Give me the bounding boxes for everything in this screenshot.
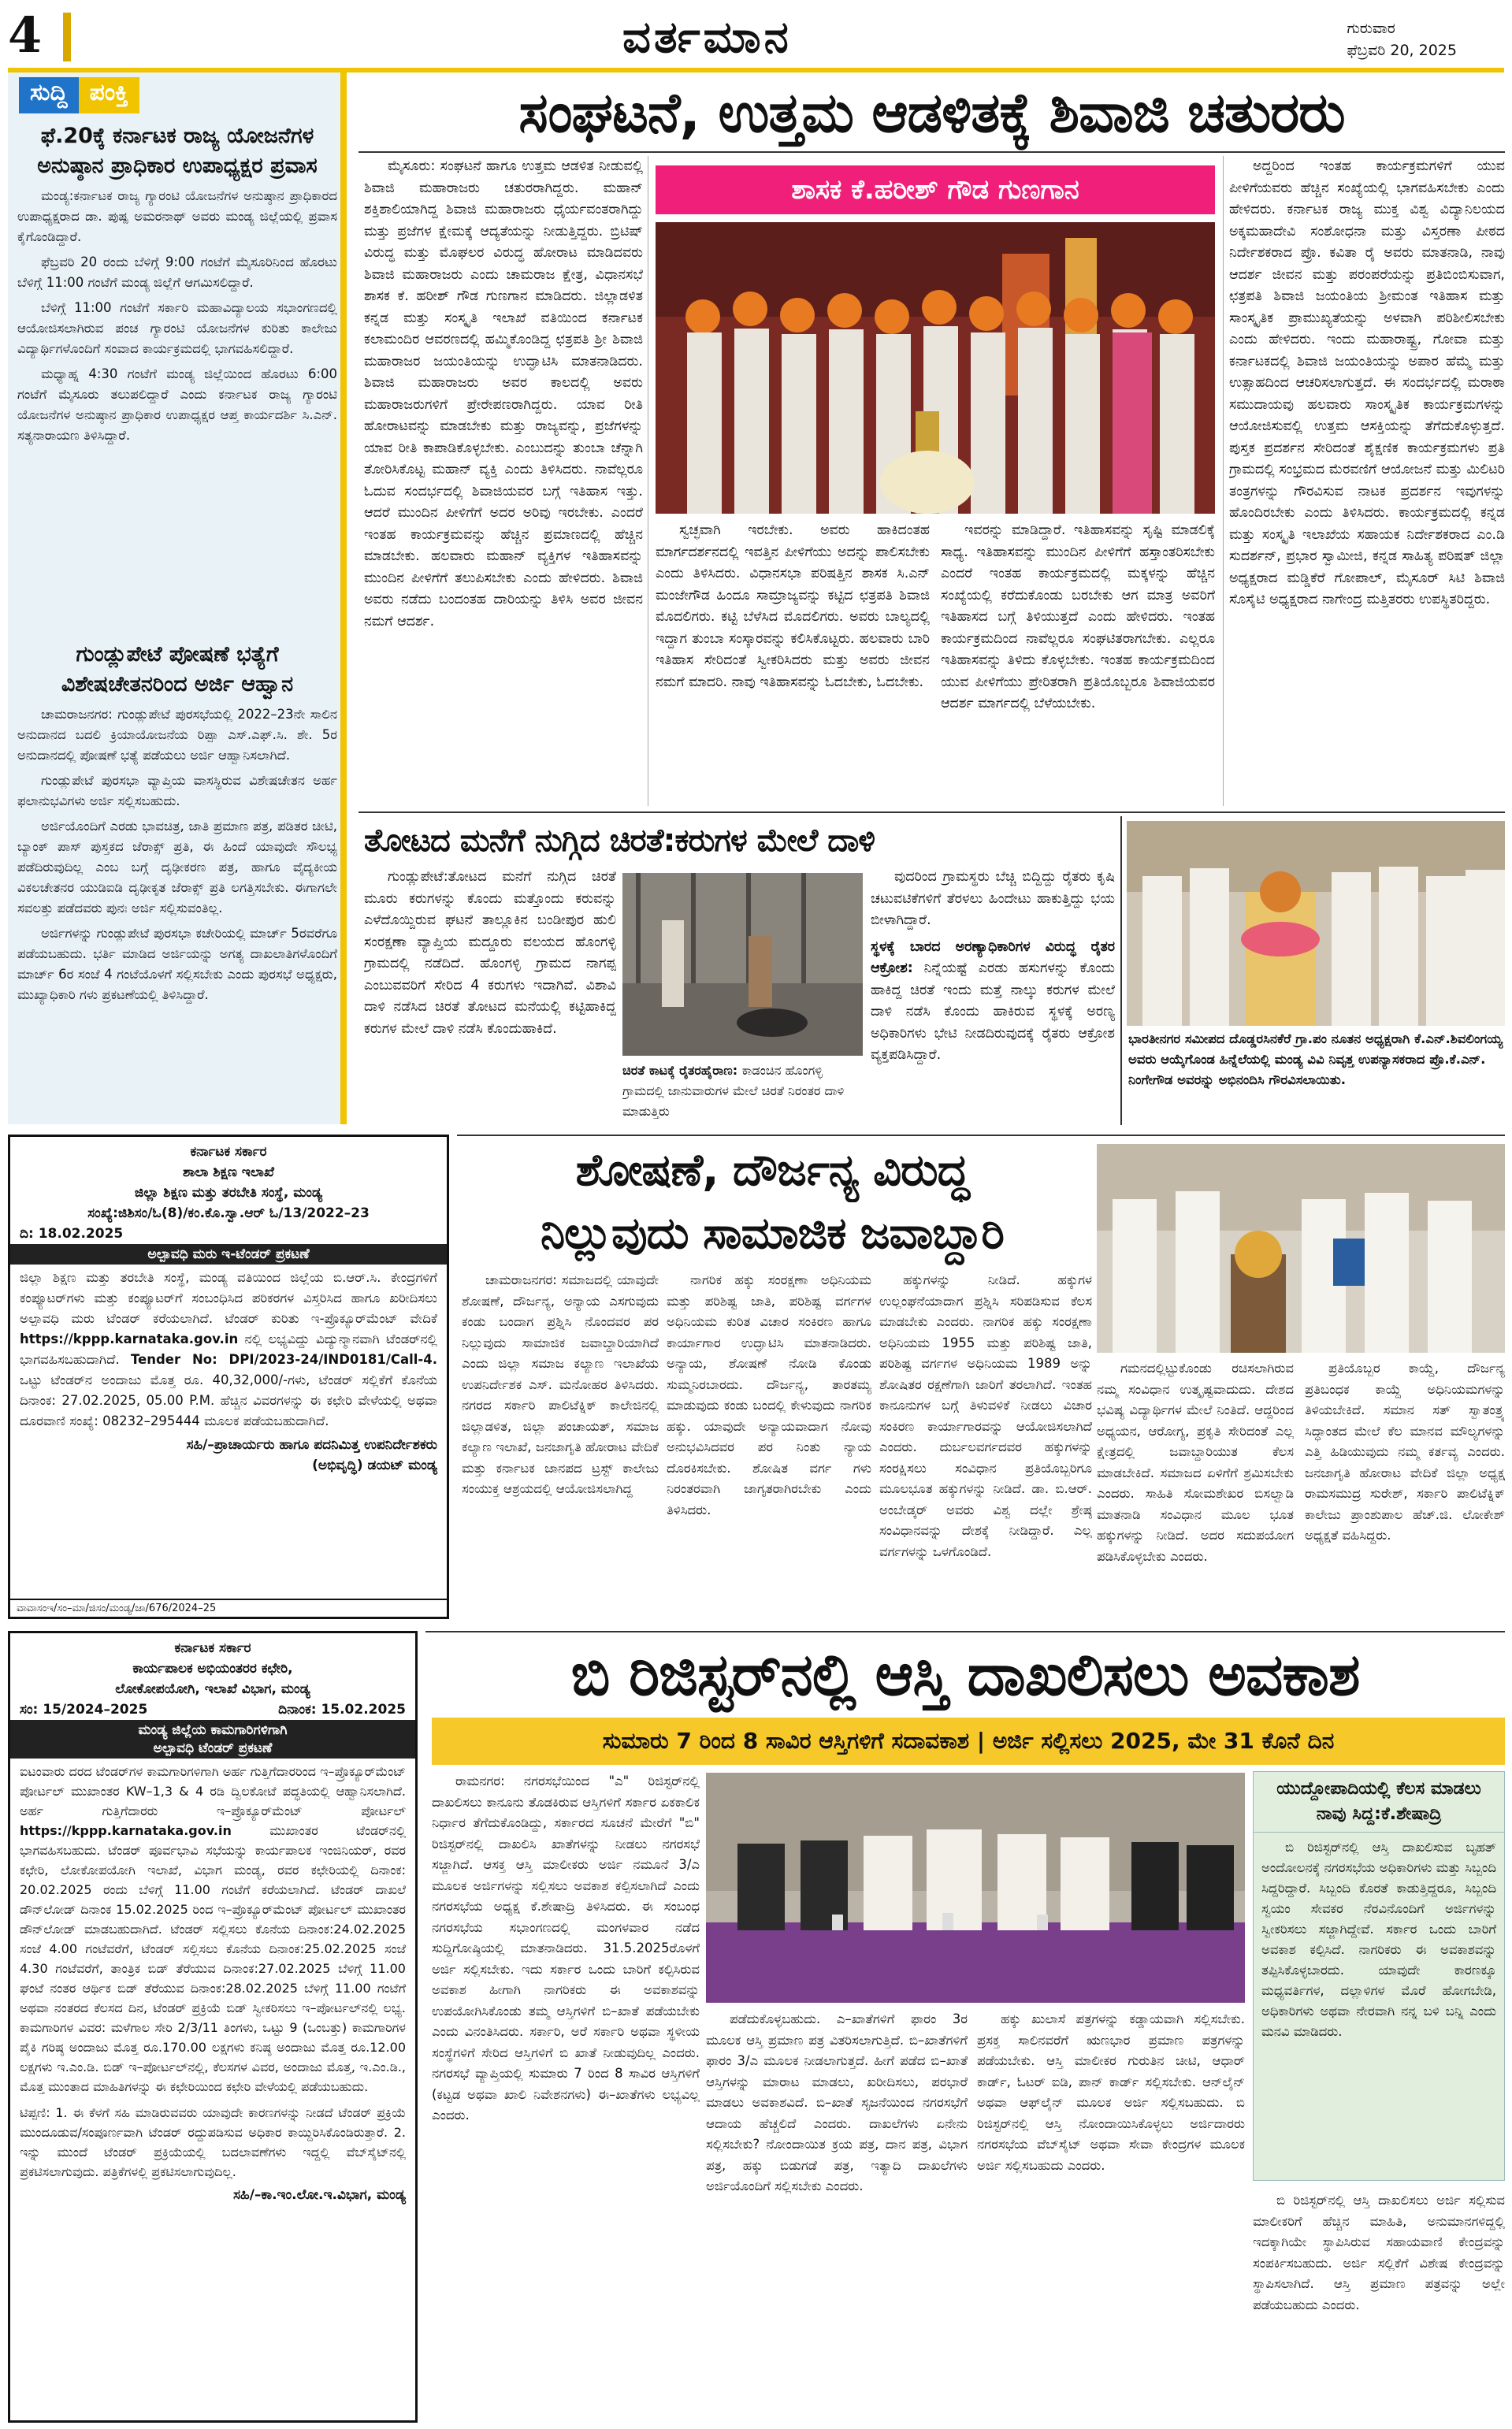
cattle-shed-photo [622,873,863,1056]
page-number-bar [63,13,71,61]
brief-1-p3: ಬೆಳಿಗ್ಗೆ 11:00 ಗಂಟೆಗೆ ಸರ್ಕಾರಿ ಮಹಾವಿದ್ಯಾಲಯ ಸಭಾಂಗಣದಲ್ಲಿ ಆಯೋಜಿಸಲಾಗಿರುವ ಪಂಚ ಗ್ಯಾರಂಟಿ ಯೋಜನೆಗಳ ಕುರಿತು ಕಾಲೇಜು ವಿದ್ಯಾರ್ಥಿಗಳೊಂದಿಗೆ ಸಂವಾದ ಕಾರ್ಯಕ್ರಮದಲ್ಲಿ ಭಾಗವಹಿಸಲಿದ್ದಾರೆ. [17,300,337,356]
register-sidebar-body [1254,1833,1504,2052]
leopard-caption-label: ಚಿರತೆ ಕಾಟಕ್ಕೆ ರೈತರಹೈರಾಣ: [622,1063,738,1078]
register-col-2 [706,2009,968,2422]
section-tag [19,77,139,113]
register-top-rule [425,1631,1505,1632]
lead-col-4 [1229,156,1505,806]
register-col-4 [1253,2190,1505,2422]
ad1-ref: ಸಂಖ್ಯೆ:ಜಿಶಿಸಂ/ಓ(8)/ಕಂ.ಕೊ.ಸ್ವಾ.ಆರ್ ಓ/13/2022–23 [87,1205,370,1221]
ad2-office: ಕಾರ್ಯಪಾಲಕ ಅಭಿಯಂತರರ ಕಛೇರಿ, [132,1661,293,1677]
page-number: 4 [8,6,43,64]
ad1-body1: ಜಿಲ್ಲಾ ಶಿಕ್ಷಣ ಮತ್ತು ತರಬೇತಿ ಸಂಸ್ಥೆ, ಮಂಡ್ಯ ವತಿಯಿಂದ ಜಿಲ್ಲೆಯ ಬಿ.ಆರ್.ಸಿ. ಕೇಂದ್ರಗಳಿಗೆ ಕಂಪ್ಯೂಟರ್‌ಗಳು ಮತ್ತು ಕಂಪ್ಯೂಟರ್‌ಗೆ ಸಂಬಂಧಿಸಿದ ಪರಿಕರಗಳ ವಿಸ್ತರಿಸಿದ ಹಾಗೂ ಖರೀದಿಸಲು ಅಲ್ಪಾವಧಿ ಮರು ಟೆಂಡರ್ ಕರೆಯಲಾಗಿದೆ. ಟೆಂಡರ್ ಕುರಿತು ಇ-ಪ್ರೊಕ್ಯೂರ್‌ಮೆಂಟ್ ವೇದಿಕೆ [20,1270,437,1326]
leopard-headline: ತೋಟದ ಮನೆಗೆ ನುಗ್ಗಿದ ಚಿರತೆ:ಕರುಗಳ ಮೇಲೆ ದಾಳಿ [364,823,875,859]
exploit-col-4-text: ಗಮನದಲ್ಲಿಟ್ಟುಕೊಂಡು ರಚಿಸಲಾಗಿರುವ ನಮ್ಮ ಸಂವಿಧಾನ ಉತ್ಕೃಷ್ಟವಾದುದು. ದೇಶದ ಭವಿಷ್ಯ ವಿದ್ಯಾರ್ಥಿಗಳ ಮೇಲೆ ನಿಂತಿದೆ. ಆದ್ದರಿಂದ ಅಧ್ಯಯನ, ಆರೋಗ್ಯ, ಪ್ರಕೃತಿ ಸೇರಿದಂತೆ ಎಲ್ಲ ಕ್ಷೇತ್ರದಲ್ಲಿ ಜವಾಬ್ದಾರಿಯುತ ಕೆಲಸ ಮಾಡಬೇಕಿದೆ. ಸಮಾಜದ ಏಳಿಗೆಗೆ ಶ್ರಮಿಸಬೇಕು ಎಂದರು. ಸಾಹಿತಿ ಸೋಮಶೇಖರ ಬಿಸಲ್ವಾಡಿ ಮಾತನಾಡಿ ಸಂವಿಧಾನ ಮೂಲ ಭೂತ ಹಕ್ಕುಗಳನ್ನು ನೀಡಿದೆ. ಅದರ ಸದುಪಯೋಗ ಪಡಿಸಿಕೊಳ್ಳಬೇಕು ಎಂದರು. [1097,1361,1294,1564]
lead-col-3-text: ಇವರನ್ನು ಮಾಡಿದ್ದಾರೆ. ಇತಿಹಾಸವನ್ನು ಸೃಷ್ಟಿ ಮಾಡಲಿಕ್ಕೆ ಸಾಧ್ಯ. ಇತಿಹಾಸವನ್ನು ಮುಂದಿನ ಪೀಳಿಗೆಗೆ ಹಸ್ತಾಂತರಿಸಬೇಕು ಎಂದರೆ ಇಂತಹ ಕಾರ್ಯಕ್ರಮದಲ್ಲಿ ಮಕ್ಕಳನ್ನು ಹೆಚ್ಚಿನ ಸಂಖ್ಯೆಯಲ್ಲಿ ಕರೆದುಕೊಂಡು ಬರಬೇಕು ಆಗ ಮಾತ್ರ ಅವರಿಗೆ ಇತಿಹಾಸದ ಬಗ್ಗೆ ತಿಳಿಯುತ್ತದೆ ಎಂದು ಹೇಳಿದರು. ಇಂತಹ ಕಾರ್ಯಕ್ರಮದಿಂದ ನಾವೆಲ್ಲರೂ ಸಂಘಟಿತರಾಗಬೇಕು. ಎಲ್ಲರೂ ಇತಿಹಾಸವನ್ನು ತಿಳಿದು ಕೊಳ್ಳಬೇಕು. ಇಂತಹ ಕಾರ್ಯಕ್ರಮದಿಂದ ಯುವ ಪೀಳಿಗೆಯು ಪ್ರೇರಿತರಾಗಿ ಪ್ರತಿಯೊಬ್ಬರೂ ಶಿವಾಜಿಯವರ ಆದರ್ಶ ಮಾರ್ಗದಲ್ಲಿ ಬೆಳೆಯಬೇಕು. [941,522,1215,711]
exploit-headline-2: ನಿಲ್ಲುವುದು ಸಾಮಾಜಿಕ ಜವಾಬ್ದಾರಿ [541,1208,1004,1259]
leopard-col-2b-text: ನಿನ್ನೆಯಷ್ಟೆ ಎರಡು ಹಸುಗಳನ್ನು ಕೊಂದು ಹಾಕಿದ್ದ ಚಿರತೆ ಇಂದು ಮತ್ತೆ ನಾಲ್ಕು ಕರುಗಳ ಮೇಲೆ ದಾಳಿ ನಡೆಸಿ ಕೊಂದು ಹಾಕಿರುವ ಸ್ಥಳಕ್ಕೆ ಅರಣ್ಯ ಅಧಿಕಾರಿಗಳು ಭೇಟಿ ನೀಡದಿರುವುದಕ್ಕೆ ರೈತರು ಆಕ್ರೋಶ ವ್ಯಕ್ತಪಡಿಸಿದ್ದಾರೆ. [871,960,1115,1063]
ad1-tender-no: Tender No: DPI/2023-24/IND0181/Call-4. [130,1352,437,1367]
brief-story-1 [17,121,337,451]
left-news-column [8,72,347,1124]
leopard-attack-photo [622,873,863,1056]
exploit-headline-1: ಶೋಷಣೆ, ದೌರ್ಜನ್ಯ ವಿರುದ್ಧ [575,1145,969,1196]
ad1-body [10,1265,447,1435]
ad1-sign2: (ಅಭಿವೃದ್ಧಿ) ಡಯಟ್ ಮಂಡ್ಯ [312,1458,437,1473]
lead-col-divider-2 [1223,156,1224,806]
lead-subhead: ಶಾಸಕ ಕೆ.ಹರೀಶ್ ಗೌಡ ಗುಣಗಾನ [656,165,1215,214]
register-col-4-text: ಬಿ ರಿಜಿಸ್ಟರ್‌ನಲ್ಲಿ ಆಸ್ತಿ ದಾಖಲಿಸಲು ಅರ್ಜಿ ಸಲ್ಲಿಸುವ ಮಾಲೀಕರಿಗೆ ಹೆಚ್ಚಿನ ಮಾಹಿತಿ, ಅನುಮಾನಗಳಿದ್ದಲ್ಲಿ ಇದಕ್ಕಾಗಿಯೇ ಸ್ಥಾಪಿಸಿರುವ ಸಹಾಯವಾಣಿ ಕೇಂದ್ರವನ್ನು ಸಂಪರ್ಕಿಸಬಹುದು. ಅರ್ಜಿ ಸಲ್ಲಿಕೆಗೆ ವಿಶೇಷ ಕೇಂದ್ರವನ್ನು ಸ್ಥಾಪಿಸಲಾಗಿದೆ. ಆಸ್ತಿ ಪ್ರಮಾಣ ಪತ್ರವನ್ನು ಅಲ್ಲೇ ಪಡೆಯಬಹುದು ಎಂದರು. [1253,2193,1505,2312]
lamp-lighting-photo [656,222,1215,514]
ad2-bar1: ಮಂಡ್ಯ ಜಿಲ್ಲೆಯ ಕಾಮಗಾರಿಗಳಿಗಾಗಿ [10,1720,415,1740]
section-tag-part2: ಪಂಕ್ತಿ [79,77,139,113]
ad1-bar: ಅಲ್ಪಾವಧಿ ಮರು ಇ-ಟೆಂಡರ್ ಪ್ರಕಟಣೆ [10,1244,447,1265]
ad2-body [10,1759,415,2100]
seminar-photo [1097,1144,1505,1353]
exploit-top-rule [457,1135,1505,1136]
lead-col-1 [364,156,643,806]
day: ಗುರುವಾರ [1347,20,1395,37]
register-subhead: ಸುಮಾರು 7 ರಿಂದ 8 ಸಾವಿರ ಆಸ್ತಿಗಳಿಗೆ ಸದಾವಕಾಶ | ಅರ್ಜಿ ಸಲ್ಲಿಸಲು 2025, ಮೇ 31 ಕೊನೆ ದಿನ [432,1718,1505,1765]
brief-2-headline: ಗುಂಡ್ಲುಪೇಟೆ ಪೋಷಣೆ ಭತ್ಯೆಗೆ ವಿಶೇಷಚೇತನರಿಂದ ಅರ್ಜಿ ಆಹ್ವಾನ [61,642,294,696]
brief-1-p1: ಮಂಡ್ಯ:ಕರ್ನಾಟಕ ರಾಜ್ಯ ಗ್ಯಾರಂಟಿ ಯೋಜನೆಗಳ ಅನುಷ್ಠಾನ ಪ್ರಾಧಿಕಾರದ ಉಪಾಧ್ಯಕ್ಷರಾದ ಡಾ. ಪುಷ್ಪ ಅಮರನಾಥ್ ಅವರು ಮಂಡ್ಯ ಜಿಲ್ಲೆಯಲ್ಲಿ ಪ್ರವಾಸ ಕೈಗೊಂಡಿದ್ದಾರೆ. [17,188,337,244]
register-headline: ಬಿ ರಿಜಿಸ್ಟರ್‌ನಲ್ಲಿ ಆಸ್ತಿ ದಾಖಲಿಸಲು ಅವಕಾಶ [570,1641,1360,1709]
register-col-1-text: ರಾಮನಗರ: ನಗರಸಭೆಯಿಂದ "ಎ" ರಿಜಿಸ್ಟರ್‌ನಲ್ಲಿ ದಾಖಲಿಸಲು ಕಾನೂನು ತೊಡಕಿರುವ ಆಸ್ತಿಗಳಿಗೆ ಸರ್ಕಾರ ಏಕಕಾಲಿಕ ನಿರ್ಧಾರ ತೆಗೆದುಕೊಂಡಿದ್ದು, ಸರ್ಕಾರದ ಸೂಚನೆ ಮೇರೆಗೆ "ಬಿ" ರಿಜಿಸ್ಟರ್‌ನಲ್ಲಿ ದಾಖಲಿಸಿ ಖಾತೆಗಳನ್ನು ನೀಡಲು ನಗರಸಭೆ ಸಜ್ಜಾಗಿದೆ. ಆಸಕ್ತ ಆಸ್ತಿ ಮಾಲೀಕರು ಅರ್ಜಿ ನಮೂನೆ 3/ಎ ಮೂಲಕ ಅರ್ಜಿಗಳನ್ನು ಸಲ್ಲಿಸಲು ಅವಕಾಶ ಕಲ್ಪಿಸಲಾಗಿದೆ ಎಂದು ನಗರಸಭೆಯ ಅಧ್ಯಕ್ಷ ಕೆ.ಶೇಷಾದ್ರಿ ತಿಳಿಸಿದರು. ಈ ಸಂಬಂಧ ನಗರಸಭೆಯ ಸಭಾಂಗಣದಲ್ಲಿ ಮಂಗಳವಾರ ನಡೆದ ಸುದ್ದಿಗೋಷ್ಠಿಯಲ್ಲಿ ಮಾತನಾಡಿದರು. 31.5.2025ರೊಳಗೆ ಅರ್ಜಿ ಸಲ್ಲಿಸಬೇಕು. ಇದು ಸರ್ಕಾರ ಒಂದು ಬಾರಿಗೆ ಕಲ್ಪಿಸಿರುವ ಅವಕಾಶ ಹೀಗಾಗಿ ನಾಗರಿಕರು ಈ ಅವಕಾಶವನ್ನು ಉಪಯೋಗಿಸಿಕೊಂಡು ತಮ್ಮ ಆಸ್ತಿಗಳಿಗೆ ಬಿ–ಖಾತೆ ಪಡೆಯಬೇಕು ಎಂದು ವಿನಂತಿಸಿದರು. ಸರ್ಕಾರಿ, ಅರೆ ಸರ್ಕಾರಿ ಅಥವಾ ಸ್ಥಳೀಯ ಸಂಸ್ಥೆಗಳಿಗೆ ಸೇರಿದ ಆಸ್ತಿಗಳಿಗೆ ಬಿ ಖಾತೆ ನೀಡುವುದಿಲ್ಲ ಎಂದರು. ನಗರಸಭೆ ವ್ಯಾಪ್ತಿಯಲ್ಲಿ ಸುಮಾರು 7 ರಿಂದ 8 ಸಾವಿರ ಆಸ್ತಿಗಳಿಗೆ (ಕಟ್ಟಡ ಅಥವಾ ಖಾಲಿ ನಿವೇಶನಗಳು) ಈ–ಖಾತೆಗಳು ಲಭ್ಯವಿಲ್ಲ ಎಂದರು. [432,1773,700,2123]
exploit-col-2 [667,1270,871,1617]
brief-1-p4: ಮಧ್ಯಾಹ್ನ 4:30 ಗಂಟೆಗೆ ಮಂಡ್ಯ ಜಿಲ್ಲೆಯಿಂದ ಹೊರಟು 6:00 ಗಂಟೆಗೆ ಮೈಸೂರು ತಲುಪಲಿದ್ದಾರೆ ಎಂದು ಕರ್ನಾಟಕ ರಾಜ್ಯ ಗ್ಯಾರಂಟಿ ಯೋಜನೆಗಳ ಅನುಷ್ಠಾನ ಪ್ರಾಧಿಕಾರ ಉಪಾಧ್ಯಕ್ಷರ ಆಪ್ತ ಕಾರ್ಯದರ್ಶಿ ಸಿ.ಎನ್. ಸತ್ಯನಾರಾಯಣ ತಿಳಿಸಿದ್ದಾರೆ. [17,366,337,443]
exploit-col-5 [1305,1358,1505,1617]
brief-2-p3: ಅರ್ಜಿಯೊಂದಿಗೆ ಎರಡು ಭಾವಚಿತ್ರ, ಜಾತಿ ಪ್ರಮಾಣ ಪತ್ರ, ಪಡಿತರ ಚೀಟಿ, ಬ್ಯಾಂಕ್ ಪಾಸ್ ಪುಸ್ತಕದ ಜೆರಾಕ್ಸ್ ಪ್ರತಿ, ಈ ಹಿಂದೆ ಯಾವುದೇ ಸೌಲಭ್ಯ ಪಡೆದಿರುವುದಿಲ್ಲ ಎಂಬ ಬಗ್ಗೆ ದೃಢೀಕರಣ ಪತ್ರ, ಹಾಗೂ ವೈದ್ಯಕೀಯ ವಿಕಲಚೇತನರ ಯುಡಿಐಡಿ ದೃಢೀಕೃತ ಜೆರಾಕ್ಸ್ ಪ್ರತಿ ಲಗತ್ತಿಸಬೇಕು. ಈಗಾಗಲೇ ಸವಲತ್ತು ಪಡೆದವರು ಪುನಃ ಅರ್ಜಿ ಸಲ್ಲಿಸುವಂತಿಲ್ಲ. [17,819,337,916]
ad1-url[interactable]: https://kppp.karnataka.gov.in [20,1331,239,1346]
brief-story-2 [17,640,337,1010]
tender-notice-education [8,1135,449,1619]
ad1-footer: ವಾವಾಸಂಇ/ಸಂ–ಮಾ/ಜಿಸಂ/ಮಂಡ್ಯ/ಜಾ/676/2024–25 [10,1599,447,1617]
brief-2-p4: ಅರ್ಜಿಗಳನ್ನು ಗುಂಡ್ಲುಪೇಟೆ ಪುರಸಭಾ ಕಚೇರಿಯಲ್ಲಿ ಮಾರ್ಚ್ 5ರವರೆಗೂ ಪಡೆಯಬಹುದು. ಭರ್ತಿ ಮಾಡಿದ ಅರ್ಜಿಯನ್ನು ಅಗತ್ಯ ದಾಖಲಾತಿಗಳೊಂದಿಗೆ ಮಾರ್ಚ್ 6ರ ಸಂಜೆ 4 ಗಂಟೆಯೊಳಗೆ ಸಲ್ಲಿಸಬೇಕು ಎಂದು ಪುರಸಭೆ ಅಧ್ಯಕ್ಷರು, ಮುಖ್ಯಾಧಿಕಾರಿ ಗಳು ಪ್ರಕಟಣೆಯಲ್ಲಿ ತಿಳಿಸಿದ್ದಾರೆ. [17,926,337,1002]
leopard-col-2 [871,867,1115,1123]
lead-photo-ceremony [656,222,1215,514]
ad1-body3: ಒಟ್ಟು ಟೆಂಡರ್‌ನ ಅಂದಾಜು ಮೊತ್ತ ರೂ. 40,32,000/-ಗಳು, ಟೆಂಡರ್ ಸಲ್ಲಿಕೆಗೆ ಕೊನೆಯ ದಿನಾಂಕ: 27.02.2025, 05.00 P.M. ಹೆಚ್ಚಿನ ವಿವರಗಳನ್ನು ಈ ಕಛೇರಿ ವೇಳೆಯಲ್ಲಿ ಅಥವಾ ದೂರವಾಣಿ ಸಂಖ್ಯೆ: 08232–295444 ಮೂಲಕ ಪಡೆಯಬಹುದಾಗಿದೆ. [20,1372,437,1428]
leopard-col-1 [364,867,616,1123]
ad2-body2: ಮುಖಾಂತರ ಟೆಂಡರ್‌ನಲ್ಲಿ ಭಾಗವಹಿಸಬಹುದು. ಟೆಂಡರ್ ಪೂರ್ವಭಾವಿ ಸಭೆಯನ್ನು ಕಾರ್ಯಪಾಲಕ ಇಂಜಿನಿಯರ್, ರವರ ಕಛೇರಿ, ಲೋಕೋಪಯೋಗಿ ಇಲಾಖೆ, ವಿಭಾಗ ಮಂಡ್ಯ, ರವರ ಕಛೇರಿಯಲ್ಲಿ ದಿನಾಂಕ: 20.02.2025 ರಂದು ಬೆಳಿಗ್ಗೆ 11.00 ಗಂಟೆಗೆ ಕರೆಯಲಾಗಿದೆ. ಟೆಂಡರ್ ದಾಖಲೆ ಡೌನ್‌ಲೋಡ್ ದಿನಾಂಕ 15.02.2025 ರಿಂದ ಇ–ಪ್ರೊಕ್ಯೂರ್‌ಮೆಂಟ್ ಪೋರ್ಟಲ್ ಮುಖಾಂತರ ಡೌನ್‌ಲೋಡ್ ಮಾಡಬಹುದಾಗಿದೆ. ಟೆಂಡರ್ ಸಲ್ಲಿಸಲು ಕೊನೆಯ ದಿನಾಂಕ:24.02.2025 ಸಂಜೆ 4.00 ಗಂಟೆವರೆಗೆ, ಟೆಂಡರ್ ಸಲ್ಲಿಸಲು ಕೊನೆಯ ದಿನಾಂಕ:25.02.2025 ಸಂಜೆ 4.30 ಗಂಟೆವರೆಗೆ, ತಾಂತ್ರಿಕ ಬಿಡ್ ತೆರೆಯುವ ದಿನಾಂಕ:27.02.2025 ಬೆಳಿಗ್ಗೆ 11.00 ಘಂಟೆ ನಂತರ ಆರ್ಥಿಕ ಬಿಡ್ ತೆರೆಯುವ ದಿನಾಂಕ:28.02.2025 ಬೆಳಿಗ್ಗೆ 11.00 ಗಂಟೆಗೆ ಅಥವಾ ನಂತರದ ಕೆಲಸದ ದಿನ, ಟೆಂಡರ್ ಪ್ರಕ್ರಿಯೆ ಬಿಡ್ ಸ್ವೀಕರಿಸಲು ಇ–ಪೋರ್ಟಲ್‌ನಲ್ಲಿ ಲಭ್ಯ. ಕಾಮಗಾರಿಗಳ ವಿವರ: ಮಳೆಗಾಲ ಸೇರಿ 2/3/11 ತಿಂಗಳು, ಒಟ್ಟು 9 (ಒಂಬತ್ತು) ಕಾಮಗಾರಿಗಳ ಪೈಕಿ ಗರಿಷ್ಠ ಅಂದಾಜು ಮೊತ್ತ ರೂ.170.00 ಲಕ್ಷಗಳು ಕನಿಷ್ಠ ಅಂದಾಜು ಮೊತ್ತ ರೂ.12.00 ಲಕ್ಷಗಳು ಇ.ಎಂ.ಡಿ. ಬಿಡ್ ಇ–ಪೋರ್ಟಲ್‌ನಲ್ಲಿ, ಕೆಲಸಗಳ ವಿವರ, ಅಂದಾಜು ಮೊತ್ತ, ಇ.ಎಂ.ಡಿ., ಮೊತ್ತ ಮುಂತಾದ ಮಾಹಿತಿಗಳನ್ನು ಈ ಕಛೇರಿಯಿಂದ ಕಛೇರಿ ವೇಳೆಯಲ್ಲಿ ಪಡೆಯಬಹುದು. [20,1823,406,2094]
ad1-dept: ಶಾಲಾ ಶಿಕ್ಷಣ ಇಲಾಖೆ [183,1164,274,1180]
exploit-photo [1097,1144,1505,1353]
exploit-col-1 [462,1270,659,1617]
brief-2-body [17,704,337,1005]
section-tag-part1: ಸುದ್ದಿ [19,77,79,113]
leopard-top-rule [358,812,1505,813]
newspaper-logo: ವರ್ತಮಾನ [622,11,792,63]
tender-notice-pwd [8,1631,418,2423]
ad1-gov: ಕರ್ನಾಟಕ ಸರ್ಕಾರ [190,1144,267,1160]
date: ಫೆಬ್ರವರಿ 20, 2025 [1347,42,1457,59]
leopard-divider [1120,816,1122,1125]
lead-headline: ಸಂಘಟನೆ, ಉತ್ತಮ ಆಡಳಿತಕ್ಕೆ ಶಿವಾಜಿ ಚತುರರು [518,80,1345,145]
exploit-col-5-text: ಪ್ರತಿಯೊಬ್ಬರ ಕಾಯ್ದೆ, ದೌರ್ಜನ್ಯ ಪ್ರತಿಬಂಧಕ ಕಾಯ್ದೆ ಅಧಿನಿಯಮಗಳನ್ನು ತಿಳಿಯಬೇಕಿದೆ. ಸಮಾನ ಸತ್ ಸ್ವಾತಂತ್ರ್ಯ ಸಿದ್ಧಾಂತದ ಮೇಲೆ ಕೆಲ ಮಾನವ ಮೌಲ್ಯಗಳನ್ನು ಎತ್ತಿ ಹಿಡಿಯುವುದು ನಮ್ಮ ಕರ್ತವ್ಯ ಎಂದರು. ಜನಜಾಗೃತಿ ಹೋರಾಟ ವೇದಿಕೆ ಜಿಲ್ಲಾ ಅಧ್ಯಕ್ಷ ರಾಮಸಮುದ್ರ ಸುರೇಶ್, ಸರ್ಕಾರಿ ಪಾಲಿಟೆಕ್ನಿಕ್ ಕಾಲೇಜು ಪ್ರಾಂಶುಪಾಲ ಹೆಚ್.ಜಿ. ಲೋಕೇಶ್ ಅಧ್ಯಕ್ಷತೆ ವಹಿಸಿದ್ದರು. [1305,1361,1505,1543]
brief-1-headline: ಫೆ.20ಕ್ಕೆ ಕರ್ನಾಟಕ ರಾಜ್ಯ ಯೋಜನೆಗಳ ಅನುಷ್ಠಾನ ಪ್ರಾಧಿಕಾರ ಉಪಾಧ್ಯಕ್ಷರ ಪ್ರವಾಸ [37,124,318,178]
ad2-sign: ಸಹಿ/–ಕಾ.ಇಂ.ಲೋ.ಇ.ವಿಭಾಗ, ಮಂಡ್ಯ [233,2187,406,2203]
brief-2-p2: ಗುಂಡ್ಲುಪೇಟೆ ಪುರಸಭಾ ವ್ಯಾಪ್ತಿಯ ವಾಸಸ್ಥಿರುವ ವಿಶೇಷಚೇತನ ಅರ್ಹ ಫಲಾನುಭವಿಗಳು ಅರ್ಜಿ ಸಲ್ಲಿಸಬಹುದು. [17,773,337,808]
ad2-note: ಟಿಪ್ಪಣಿ: 1. ಈ ಕೆಳಗೆ ಸಹಿ ಮಾಡಿರುವವರು ಯಾವುದೇ ಕಾರಣಗಳನ್ನು ನೀಡದೆ ಟೆಂಡರ್ ಪ್ರಕ್ರಿಯೆ ಮುಂದೂಡುವ/ಸಂಪೂರ್ಣವಾಗಿ ಟೆಂಡರ್ ರದ್ದುಪಡಿಸುವ ಅಧಿಕಾರ ಕಾಯ್ದಿರಿಸಿಕೊಂಡಿರುತ್ತಾರೆ. 2. ಇನ್ನು ಮುಂದೆ ಟೆಂಡರ್ ಪ್ರಕ್ರಿಯೆಯಲ್ಲಿ ಬದಲಾವಣೆಗಳು ಇದ್ದಲ್ಲಿ ವೆಬ್‌ಸೈಟ್‌ನಲ್ಲಿ ಪ್ರಕಟಿಸಲಾಗುವುದು. ಪತ್ರಿಕೆಗಳಲ್ಲಿ ಪ್ರಕಟಿಸಲಾಗುವುದಿಲ್ಲ. [20,2105,406,2179]
lead-col-4-text: ಅದ್ದರಿಂದ ಇಂತಹ ಕಾರ್ಯಕ್ರಮಗಳಿಗೆ ಯುವ ಪೀಳಿಗೆಯವರು ಹೆಚ್ಚಿನ ಸಂಖ್ಯೆಯಲ್ಲಿ ಭಾಗವಹಿಸಬೇಕು ಎಂದು ಹೇಳಿದರು. ಕರ್ನಾಟಕ ರಾಜ್ಯ ಮುಕ್ತ ವಿಶ್ವ ವಿದ್ಯಾನಿಲಯದ ಅಕ್ಕಮಹಾದೇವಿ ಸಂಶೋಧನಾ ಮತ್ತು ವಿಸ್ತರಣಾ ಪೀಠದ ನಿರ್ದೇಶಕರಾದ ಪ್ರೊ. ಕವಿತಾ ರೈ ಅವರು ಮಾತನಾಡಿ, ನಾವು ಆದರ್ಶ ಜೀವನ ಮತ್ತು ಪರಂಪರೆಯನ್ನು ಪ್ರತಿಬಿಂಬಿಸುವಾಗ, ಛತ್ರಪತಿ ಶಿವಾಜಿ ಜಯಂತಿಯ ಶ್ರೀಮಂತ ಇತಿಹಾಸ ಮತ್ತು ಸಾಂಸ್ಕೃತಿಕ ಪ್ರಾಮುಖ್ಯತೆಯನ್ನು ಅಳವಾಗಿ ಪರಿಶೀಲಿಸಬೇಕು ಎಂದು ಹೇಳಿದರು. ಇಂದು ಮಹಾರಾಷ್ಟ್ರ, ಗೋವಾ ಮತ್ತು ಕರ್ನಾಟಕದಲ್ಲಿ ಶಿವಾಜಿ ಜಯಂತಿಯನ್ನು ಅಪಾರ ಹೆಮ್ಮೆ ಮತ್ತು ಉತ್ಸಾಹದಿಂದ ಆಚರಿಸಲಾಗುತ್ತದೆ. ಈ ಸಂದರ್ಭದಲ್ಲಿ ಮರಾಠಾ ಸಮುದಾಯವು ಹಲವಾರು ಸಾಂಸ್ಕೃತಿಕ ಕಾರ್ಯಕ್ರಮಗಳನ್ನು ಆಯೋಜಿಸುವಲ್ಲಿ ಉತ್ತಮ ಆಸಕ್ತಿಯನ್ನು ತೆಗೆದುಕೊಳ್ಳುತ್ತದೆ. ಪುಸ್ತಕ ಪ್ರದರ್ಶನ ಸೇರಿದಂತೆ ಶೈಕ್ಷಣಿಕ ಕಾರ್ಯಕ್ರಮಗಳು ಪ್ರತಿ ಗ್ರಾಮದಲ್ಲಿ ಸಂಭ್ರಮದ ಮೆರವಣಿಗೆ ಆಯೋಜನೆ ಮತ್ತು ಮಿಲಿಟರಿ ತಂತ್ರಗಳನ್ನು ಗೌರವಿಸುವ ನಾಟಕ ಪ್ರದರ್ಶನ ಇವುಗಳನ್ನು ಹೊಂದಿರಬೇಕು ಎಂದು ತಿಳಿಸಿದರು. ಕಾರ್ಯಕ್ರಮದಲ್ಲಿ ಕನ್ನಡ ಮತ್ತು ಸಂಸ್ಕೃತಿ ಇಲಾಖೆಯ ಸಹಾಯಕ ನಿರ್ದೇಶಕರಾದ ಎಂ.ಡಿ ಸುದರ್ಶನ್, ಪ್ರಭಾರ ಸ್ವಾಮೀಜಿ, ಕನ್ನಡ ಸಾಹಿತ್ಯ ಪರಿಷತ್ ಜಿಲ್ಲಾ ಅಧ್ಯಕ್ಷರಾದ ಮಡ್ಡಿಕೆರೆ ಗೋಪಾಲ್, ಮೈಸೂರ್ ಸಿಟಿ ಶಿವಾಜಿ ಸೊಸೈಟಿ ಅಧ್ಯಕ್ಷರಾದ ನಾಗೇಂದ್ರ ಮತ್ತಿತರರು ಉಪಸ್ಥಿತರಿದ್ದರು. [1229,158,1505,607]
exploit-col-4 [1097,1358,1294,1617]
ad1-date: ದಿ: 18.02.2025 [20,1226,124,1242]
leopard-subhead: ಸ್ಥಳಕ್ಕೆ ಬಾರದ ಅರಣ್ಯಾಧಿಕಾರಿಗಳ ವಿರುದ್ಧ ರೈತರ ಆಕ್ರೋಶ: [871,938,1115,976]
lead-col-2-text: ಸ್ವಚ್ಛವಾಗಿ ಇರಬೇಕು. ಅವರು ಹಾಕಿದಂತಹ ಮಾರ್ಗದರ್ಶನದಲ್ಲಿ ಇವತ್ತಿನ ಪೀಳಿಗೆಯು ಅದನ್ನು ಪಾಲಿಸಬೇಕು ಎಂದು ತಿಳಿಸಿದರು. ವಿಧಾನಸಭಾ ಪರಿಷತ್ತಿನ ಶಾಸಕ ಸಿ.ಎನ್ ಮಂಜೇಗೌಡ ಹಿಂದೂ ಸಾಮ್ರಾಜ್ಯವನ್ನು ಕಟ್ಟಿದ ಛತ್ರಪತಿ ಶಿವಾಜಿ ಮೊದಲಿಗರು. ಕಟ್ಟಿ ಬೆಳೆಸಿದ ಮೊದಲಿಗರು. ಅವರು ಬಾಲ್ಯದಲ್ಲಿ ಇದ್ದಾಗ ತುಂಬಾ ಸಂಸ್ಕಾರವನ್ನು ಕಲಿಸಿಕೊಟ್ಟರು. ಹಲವಾರು ಬಾರಿ ಇತಿಹಾಸ ಸೇರಿದಂತೆ ಸ್ವೀಕರಿಸಿದರು ಮತ್ತು ಅವರು ಜೀವನ ನಮಗೆ ಮಾದರಿ. ನಾವು ಇತಿಹಾಸವನ್ನು ಓದಬೇಕು, ಓದಬೇಕು. [656,522,930,690]
ad2-gov: ಕರ್ನಾಟಕ ಸರ್ಕಾರ [174,1640,251,1656]
leopard-col-1-text: ಗುಂಡ್ಲುಪೇಟೆ:ತೋಟದ ಮನೆಗೆ ನುಗ್ಗಿದ ಚಿರತೆ ಮೂರು ಕರುಗಳನ್ನು ಕೊಂದು ಮತ್ತೊಂದು ಕರುವನ್ನು ಎಳೆದೊಯ್ದಿರುವ ಘಟನೆ ತಾಲ್ಲೂಕಿನ ಬಂಡೀಪುರ ಹುಲಿ ಸಂರಕ್ಷಣಾ ವ್ಯಾಪ್ತಿಯ ಮದ್ದೂರು ವಲಯದ ಹೊಂಗಳ್ಳಿ ಗ್ರಾಮದಲ್ಲಿ ನಡೆದಿದೆ. ಹೊಂಗಳ್ಳಿ ಗ್ರಾಮದ ನಾಗಪ್ಪ ಎಂಬುವವರಿಗೆ ಸೇರಿದ 4 ಕರುಗಳು ಇದಾಗಿವೆ. ವಿಶಾವಿ ದಾಳಿ ನಡೆಸಿದ ಚಿರತೆ ತೋಟದ ಮನೆಯಲ್ಲಿ ಕಟ್ಟಿಹಾಕಿದ್ದ ಕರುಗಳ ಮೇಲೆ ದಾಳಿ ನಡೆಸಿ ಕೊಂದುಹಾಕಿದೆ. [364,869,616,1037]
masthead [8,6,1504,69]
ad1-sign: ಸಹಿ/–ಪ್ರಾಚಾರ್ಯರು ಹಾಗೂ ಪದನಿಮಿತ್ತ ಉಪನಿರ್ದೇಶಕರು [186,1437,437,1453]
exploit-col-1-text: ಚಾಮರಾಜನಗರ: ಸಮಾಜದಲ್ಲಿ ಯಾವುದೇ ಶೋಷಣೆ, ದೌರ್ಜನ್ಯ, ಅನ್ಯಾಯ ಎಸಗುವುದು ಕಂಡು ಬಂದಾಗ ಪ್ರಶ್ನಿಸಿ ನೊಂದವರ ಪರ ನಿಲ್ಲುವುದು ಸಾಮಾಜಿಕ ಜವಾಬ್ದಾರಿಯಾಗಿದೆ ಎಂದು ಜಿಲ್ಲಾ ಸಮಾಜ ಕಲ್ಯಾಣ ಇಲಾಖೆಯ ಉಪನಿರ್ದೇಶಕ ಎಸ್. ಮನೋಹರ ತಿಳಿಸಿದರು. ನಗರದ ಸರ್ಕಾರಿ ಪಾಲಿಟೆಕ್ನಿಕ್ ಕಾಲೇಜಿನಲ್ಲಿ ಜಿಲ್ಲಾಡಳಿತ, ಜಿಲ್ಲಾ ಪಂಚಾಯತ್, ಸಮಾಜ ಕಲ್ಯಾಣ ಇಲಾಖೆ, ಜನಜಾಗೃತಿ ಹೋರಾಟ ವೇದಿಕೆ ಮತ್ತು ಕರ್ನಾಟಕ ಜಾನಪದ ಟ್ರಸ್ಟ್ ಕಾಲೇಜು ಸಂಯುಕ್ತ ಆಶ್ರಯದಲ್ಲಿ ಆಯೋಜಿಸಲಾಗಿದ್ದ [462,1272,659,1496]
felicitation-group-photo [1127,821,1505,1026]
exploit-col-3-text: ಹಕ್ಕುಗಳನ್ನು ನೀಡಿದೆ. ಹಕ್ಕುಗಳ ಉಲ್ಲಂಘನೆಯಾದಾಗ ಪ್ರಶ್ನಿಸಿ ಸರಿಪಡಿಸುವ ಕೆಲಸ ಮಾಡಬೇಕು ಎಂದರು. ನಾಗರಿಕ ಹಕ್ಕು ಸಂರಕ್ಷಣಾ ಅಧಿನಿಯಮ 1955 ಮತ್ತು ಪರಿಶಿಷ್ಟ ಜಾತಿ, ಪರಿಶಿಷ್ಟ ವರ್ಗಗಳ ಅಧಿನಿಯಮ 1989 ಅನ್ನು ಶೋಷಿತರ ರಕ್ಷಣೆಗಾಗಿ ಜಾರಿಗೆ ತರಲಾಗಿದೆ. ಇಂತಹ ಕಾನೂನುಗಳ ಬಗ್ಗೆ ತಿಳುವಳಿಕೆ ನೀಡಲು ವಿಚಾರ ಸಂಕಿರಣ ಕಾರ್ಯಾಗಾರವನ್ನು ಆಯೋಜಿಸಲಾಗಿದೆ ಎಂದರು. ದುರ್ಬಲವರ್ಗದವರ ಹಕ್ಕುಗಳನ್ನು ಸಂರಕ್ಷಿಸಲು ಸಂವಿಧಾನ ಪ್ರತಿಯೊಬ್ಬರಿಗೂ ಮೂಲಭೂತ ಹಕ್ಕುಗಳನ್ನು ನೀಡಿದೆ. ಡಾ. ಬಿ.ಆರ್. ಅಂಬೇಡ್ಕರ್ ಅವರು ವಿಶ್ವ ದಲ್ಲೇ ಶ್ರೇಷ್ಠ ಸಂವಿಧಾನವನ್ನು ದೇಶಕ್ಕೆ ನೀಡಿದ್ದಾರೆ. ಎಲ್ಲ ವರ್ಗಗಳನ್ನು ಒಳಗೊಂಡಿದೆ. [879,1272,1092,1559]
lead-col-3 [941,520,1215,808]
ad2-ref: ಸಂ: 15/2024–2025 [20,1702,148,1718]
lead-rule [358,151,1505,153]
lead-col-2 [656,520,930,808]
brief-2-p1: ಚಾಮರಾಜನಗರ: ಗುಂಡ್ಲುಪೇಟೆ ಪುರಸಭೆಯಲ್ಲಿ 2022–23ನೇ ಸಾಲಿನ ಅನುದಾನದ ಬದಲಿ ಕ್ರಿಯಾಯೋಜನೆಯ ರಿಪ್ಪಾ ಎಸ್.ಎಫ್.ಸಿ. ಶೇ. 5ರ ಅನುದಾನದಲ್ಲಿ ಪೋಷಣೆ ಭತ್ಯೆ ಪಡೆಯಲು ಅರ್ಜಿ ಆಹ್ವಾನಿಸಲಾಗಿದೆ. [17,707,337,763]
ad2-ref-row [10,1699,415,1720]
press-meet-photo [706,1773,1245,2003]
leopard-photo-caption [622,1060,863,1124]
dateline [1347,17,1457,61]
ad2-url[interactable]: https://kppp.karnataka.gov.in [20,1823,232,1838]
exploit-col-2-text: ನಾಗರಿಕ ಹಕ್ಕು ಸಂರಕ್ಷಣಾ ಅಧಿನಿಯಮ ಮತ್ತು ಪರಿಶಿಷ್ಟ ಜಾತಿ, ಪರಿಶಿಷ್ಟ ವರ್ಗಗಳ ಅಧಿನಿಯಮ ಕುರಿತ ವಿಚಾರ ಸಂಕಿರಣ ಹಾಗೂ ಕಾರ್ಯಾಗಾರ ಉದ್ಘಾಟಿಸಿ ಮಾತನಾಡಿದರು. ಅನ್ಯಾಯ, ಶೋಷಣೆ ನೋಡಿ ಕೊಂಡು ಸುಮ್ಮನಿರಬಾರದು. ದೌರ್ಜನ್ಯ, ತಾರತಮ್ಯ ಮಾಡುವುದು ಕಂಡು ಬಂದಲ್ಲಿ ಕೇಳುವುದು ನಾಗರಿಕ ಹಕ್ಕು. ಯಾವುದೇ ಅನ್ಯಾಯವಾದಾಗ ನೋವು ಅನುಭವಿಸಿದವರ ಪರ ನಿಂತು ನ್ಯಾಯ ದೊರಕಿಸಬೇಕು. ಶೋಷಿತ ವರ್ಗ ಗಳು ನಿರಂತರವಾಗಿ ಜಾಗೃತರಾಗಿರಬೇಕು ಎಂದು ತಿಳಿಸಿದರು. [667,1272,871,1517]
register-col-3-text: ಹಕ್ಕು ಖುಲಾಸೆ ಪತ್ರಗಳನ್ನು ಕಡ್ಡಾಯವಾಗಿ ಸಲ್ಲಿಸಬೇಕು. ಪ್ರಸಕ್ತ ಸಾಲಿನವರೆಗೆ ಋಣಭಾರ ಪ್ರಮಾಣ ಪತ್ರಗಳನ್ನು ಪಡೆಯಬೇಕು. ಆಸ್ತಿ ಮಾಲೀಕರ ಗುರುತಿನ ಚೀಟಿ, ಆಧಾರ್ ಕಾರ್ಡ್, ಓಟರ್ ಐಡಿ, ಪಾನ್ ಕಾರ್ಡ್ ಸಲ್ಲಿಸಬೇಕು. ಆನ್‌ಲೈನ್ ಅಥವಾ ಆಫ್‌ಲೈನ್ ಮೂಲಕ ಅರ್ಜಿ ಸಲ್ಲಿಸಬಹುದು. ಬಿ ರಿಜಿಸ್ಟರ್‌ನಲ್ಲಿ ಆಸ್ತಿ ನೋಂದಾಯಿಸಿಕೊಳ್ಳಲು ಅರ್ಜಿದಾರರು ನಗರಸಭೆಯ ವೆಬ್‌ಸೈಟ್ ಅಥವಾ ಸೇವಾ ಕೇಂದ್ರಗಳ ಮೂಲಕ ಅರ್ಜಿ ಸಲ್ಲಿಸಬಹುದು ಎಂದರು. [977,2011,1245,2173]
exploit-col-3 [879,1270,1092,1617]
register-col-1 [432,1771,700,2422]
register-press-photo [706,1773,1245,2003]
register-sidebar-headline: ಯುದ್ದೋಪಾದಿಯಲ್ಲಿ ಕೆಲಸ ಮಾಡಲು ನಾವು ಸಿದ್ದ:ಕೆ.ಶೇಷಾದ್ರಿ [1254,1772,1504,1833]
brief-1-p2: ಫೆಬ್ರವರಿ 20 ರಂದು ಬೆಳಿಗ್ಗೆ 9:00 ಗಂಟೆಗೆ ಮೈಸೂರಿನಿಂದ ಹೊರಟು ಬೆಳಿಗ್ಗೆ 11:00 ಗಂಟೆಗೆ ಮಂಡ್ಯ ಜಿಲ್ಲೆಗೆ ಆಗಮಿಸಲಿದ್ದಾರೆ. [17,254,337,290]
felicitation-caption: ಭಾರತೀನಗರ ಸಮೀಪದ ದೊಡ್ಡರಸಿನಕೆರೆ ಗ್ರಾ.ಪಂ ನೂತನ ಅಧ್ಯಕ್ಷರಾಗಿ ಕೆ.ಎನ್.ಶಿವಲಿಂಗಯ್ಯ ಅವರು ಆಯ್ಕೆಗೊಂಡ ಹಿನ್ನೆಲೆಯಲ್ಲಿ ಮಂಡ್ಯ ವಿವಿ ನಿವೃತ್ತ ಉಪನ್ಯಾಸಕರಾದ ಪ್ರೊ.ಕೆ.ಎನ್. ನಿಂಗೇಗೌಡ ಅವರನ್ನು ಅಭಿನಂದಿಸಿ ಗೌರವಿಸಲಾಯಿತು. [1128,1031,1503,1087]
leopard-caption-text: ಕಾಡಂಚಿನ ಹೊಂಗಳ್ಳಿ ಗ್ರಾಮದಲ್ಲಿ ಜಾನುವಾರುಗಳ ಮೇಲೆ ಚಿರತೆ ನಿರಂತರ ದಾಳಿ ಮಾಡುತ್ತಿರು [622,1063,845,1119]
register-col-2-text: ಪಡೆದುಕೊಳ್ಳಬಹುದು. ಎ–ಖಾತೆಗಳಿಗೆ ಫಾರಂ 3ರ ಮೂಲಕ ಆಸ್ತಿ ಪ್ರಮಾಣ ಪತ್ರ ವಿತರಿಸಲಾಗುತ್ತಿದೆ. ಬಿ–ಖಾತೆಗಳಿಗೆ ಫಾರಂ 3/ಎ ಮೂಲಕ ನೀಡಲಾಗುತ್ತದೆ. ಹೀಗೆ ಪಡೆದ ಬಿ–ಖಾತೆ ಆಸ್ತಿಗಳನ್ನು ಮಾರಾಟ ಮಾಡಲು, ಖರೀದಿಸಲು, ಪರಭಾರೆ ಮಾಡಲು ಅವಕಾಶವಿದೆ. ಬಿ–ಖಾತೆ ಸೃಜನೆಯಿಂದ ನಗರಸಭೆಗೆ ಆದಾಯ ಹೆಚ್ಚಲಿದೆ ಎಂದರು. ದಾಖಲೆಗಳು ಏನೇನು ಸಲ್ಲಿಸಬೇಕು? ನೋಂದಾಯಿತ ಕ್ರಯ ಪತ್ರ, ದಾನ ಪತ್ರ, ವಿಭಾಗ ಪತ್ರ, ಹಕ್ಕು ಬಿಡುಗಡೆ ಪತ್ರ, ಇತ್ಯಾದಿ ದಾಖಲೆಗಳು ಅರ್ಜಿಯೊಂದಿಗೆ ಸಲ್ಲಿಸಬೇಕು ಎಂದರು. [706,2011,968,2193]
register-col-3 [977,2009,1245,2422]
lead-col-1-text: ಮೈಸೂರು: ಸಂಘಟನೆ ಹಾಗೂ ಉತ್ತಮ ಆಡಳಿತ ನೀಡುವಲ್ಲಿ ಶಿವಾಜಿ ಮಹಾರಾಜರು ಚತುರರಾಗಿದ್ದರು. ಮಹಾನ್ ಶಕ್ತಿಶಾಲಿಯಾಗಿದ್ದ ಶಿವಾಜಿ ಮಹಾರಾಜರು ಧೈರ್ಯವಂತರಾಗಿದ್ದು ಮತ್ತು ಪ್ರಜೆಗಳ ಕ್ಷೇಮಕ್ಕೆ ಆದ್ಯತೆಯನ್ನು ನೀಡುತ್ತಿದ್ದರು. ಬ್ರಿಟಿಷ್ ವಿರುದ್ಧ ಮತ್ತು ಮೊಘಲರ ವಿರುದ್ಧ ಹೋರಾಟ ಮಾಡಿದವರು ಶಿವಾಜಿ ಮಹಾರಾಜರು ಎಂದು ಚಾಮರಾಜ ಕ್ಷೇತ್ರ, ವಿಧಾನಸಭೆ ಶಾಸಕ ಕೆ. ಹರೀಶ್ ಗೌಡ ಗುಣಗಾನ ಮಾಡಿದರು. ಜಿಲ್ಲಾಡಳಿತ ಕನ್ನಡ ಮತ್ತು ಸಂಸ್ಕೃತಿ ಇಲಾಖೆ ವತಿಯಿಂದ ಕರ್ನಾಟಕ ಕಲಾಮಂದಿರ ಆವರಣದಲ್ಲಿ ಹಮ್ಮಿಕೊಂಡಿದ್ದ ಛತ್ರಪತಿ ಶ್ರೀ ಶಿವಾಜಿ ಮಹಾರಾಜರ ಜಯಂತಿಯನ್ನು ಉದ್ಘಾಟಿಸಿ ಮಾತನಾಡಿದರು. ಶಿವಾಜಿ ಮಹಾರಾಜರು ಅವರ ಕಾಲದಲ್ಲಿ ಅವರು ಮಹಾರಾಜರುಗಳಿಗೆ ಪ್ರೇರೇಪಣರಾಗಿದ್ದರು. ಯಾವ ರೀತಿ ಹೋರಾಟವನ್ನು ಮಾಡಬೇಕು ಮತ್ತು ರಾಜ್ಯವನ್ನು, ಪ್ರಜೆಗಳನ್ನು ಯಾವ ರೀತಿ ಕಾಪಾಡಿಕೊಳ್ಳಬೇಕು. ಎಂಬುದನ್ನು ತುಂಬಾ ಚೆನ್ನಾಗಿ ತೋರಿಸಿಕೊಟ್ಟ ಮಹಾನ್ ವ್ಯಕ್ತಿ ಎಂದು ತಿಳಿಸಿದರು. ನಾವೆಲ್ಲರೂ ಓದುವ ಸಂದರ್ಭದಲ್ಲಿ ಶಿವಾಜಿಯವರ ಬಗ್ಗೆ ಇತಿಹಾಸ ಇತ್ತು. ಆದರೆ ಮುಂದಿನ ಪೀಳಿಗೆಗೆ ಅದರ ಅರಿವು ಇರಬೇಕು. ಎಂದರೆ ಇಂತಹ ಕಾರ್ಯಕ್ರಮವನ್ನು ಹೆಚ್ಚಿನ ಪ್ರಮಾಣದಲ್ಲಿ ಹೆಚ್ಚಿನ ಮಾಡಬೇಕು. ಹಲವಾರು ಮಹಾನ್ ವ್ಯಕ್ತಿಗಳ ಇತಿಹಾಸವನ್ನು ಮುಂದಿನ ಪೀಳಿಗೆಗೆ ತಲುಪಿಸಬೇಕು ಎಂದು ಹೇಳಿದರು. ಶಿವಾಜಿ ಅವರು ನಡೆದು ಬಂದಂತಹ ದಾರಿಯನ್ನು ತಿಳಿಸಿ ಅವರ ಜೀವನ ನಮಗೆ ಆದರ್ಶ. [364,158,643,630]
ad1-body2: ನಲ್ಲಿ ಲಭ್ಯವಿದ್ದು ವಿದ್ಯುನ್ಮಾನವಾಗಿ ಟೆಂಡರ್‌ನಲ್ಲಿ ಭಾಗವಹಿಸಬಹುದಾಗಿದೆ. [20,1331,437,1367]
felicitation-photo [1127,821,1505,1026]
register-sidebar-box [1253,1771,1505,2181]
ad2-date: ದಿನಾಂಕ: 15.02.2025 [278,1702,406,1718]
ad2-bar2: ಅಲ್ಪಾವಧಿ ಟೆಂಡರ್ ಪ್ರಕಟಣೆ [10,1740,415,1759]
ad1-inst: ಜಿಲ್ಲಾ ಶಿಕ್ಷಣ ಮತ್ತು ತರಬೇತಿ ಸಂಸ್ಥೆ, ಮಂಡ್ಯ [134,1185,323,1201]
leopard-col-2-text: ವುದರಿಂದ ಗ್ರಾಮಸ್ಥರು ಬೆಚ್ಚಿ ಬಿದ್ದಿದ್ದು ರೈತರು ಕೃಷಿ ಚಟುವಟಿಕೆಗಳಿಗೆ ತೆರಳಲು ಹಿಂದೇಟು ಹಾಕುತ್ತಿದ್ದು ಭಯ ಬೀಳಾಗಿದ್ದಾರೆ. [871,869,1115,928]
ad2-body1: ಐಟಂವಾರು ದರದ ಟೆಂಡರ್‌ಗಳ ಕಾಮಗಾರಿಗಳಿಗಾಗಿ ಅರ್ಹ ಗುತ್ತಿಗೆದಾರರಿಂದ ಇ–ಪ್ರೊಕ್ಯೂರ್‌ಮೆಂಟ್ ಪೋರ್ಟಲ್ ಮುಖಾಂತರ KW–1,3 & 4 ರಡಿ ದ್ವಿಲಕೋಟೆ ಪದ್ಧತಿಯಲ್ಲಿ ಆಹ್ವಾನಿಸಲಾಗಿದೆ. ಅರ್ಹ ಗುತ್ತಿಗೆದಾರರು ಇ–ಪ್ರೊಕ್ಯೂರ್‌ಮೆಂಟ್ ಪೋರ್ಟಲ್ [20,1764,406,1818]
register-sidebar-text: ಬಿ ರಿಜಿಸ್ಟರ್‌ನಲ್ಲಿ ಆಸ್ತಿ ದಾಖಲಿಸುವ ಬೃಹತ್ ಅಂದೋಲನಕ್ಕೆ ನಗರಸಭೆಯ ಅಧಿಕಾರಿಗಳು ಮತ್ತು ಸಿಬ್ಬಂದಿ ಸಿದ್ದರಿದ್ದಾರೆ. ಸಿಬ್ಬಂದಿ ಕೊರತೆ ಕಾಡುತ್ತಿದ್ದರೂ, ಸಿಬ್ಬಂದಿ ಸ್ವಯಂ ಸೇವಕರ ನೆರವಿನೊಂದಿಗೆ ಅರ್ಜಿಗಳನ್ನು ಸ್ವೀಕರಿಸಲು ಸಜ್ಜಾಗಿದ್ದೇವೆ. ಸರ್ಕಾರ ಒಂದು ಬಾರಿಗೆ ಅವಕಾಶ ಕಲ್ಪಿಸಿದೆ. ನಾಗರಿಕರು ಈ ಅವಕಾಶವನ್ನು ತಪ್ಪಿಸಿಕೊಳ್ಳಬಾರದು. ಯಾವುದೇ ಕಾರಣಕ್ಕೂ ಮಧ್ಯವರ್ತಿಗಳ, ದಲ್ಲಾಳಿಗಳ ಮೊರೆ ಹೋಗಬೇಡಿ, ಅಧಿಕಾರಿಗಳು ಅಥವಾ ನೇರವಾಗಿ ನನ್ನ ಬಳಿ ಬನ್ನಿ ಎಂದು ಮನವಿ ಮಾಡಿದರು. [1261,1840,1496,2039]
brief-1-body [17,186,337,446]
ad2-office2: ಲೋಕೋಪಯೋಗಿ, ಇಲಾಖೆ ವಿಭಾಗ, ಮಂಡ್ಯ [115,1681,310,1697]
